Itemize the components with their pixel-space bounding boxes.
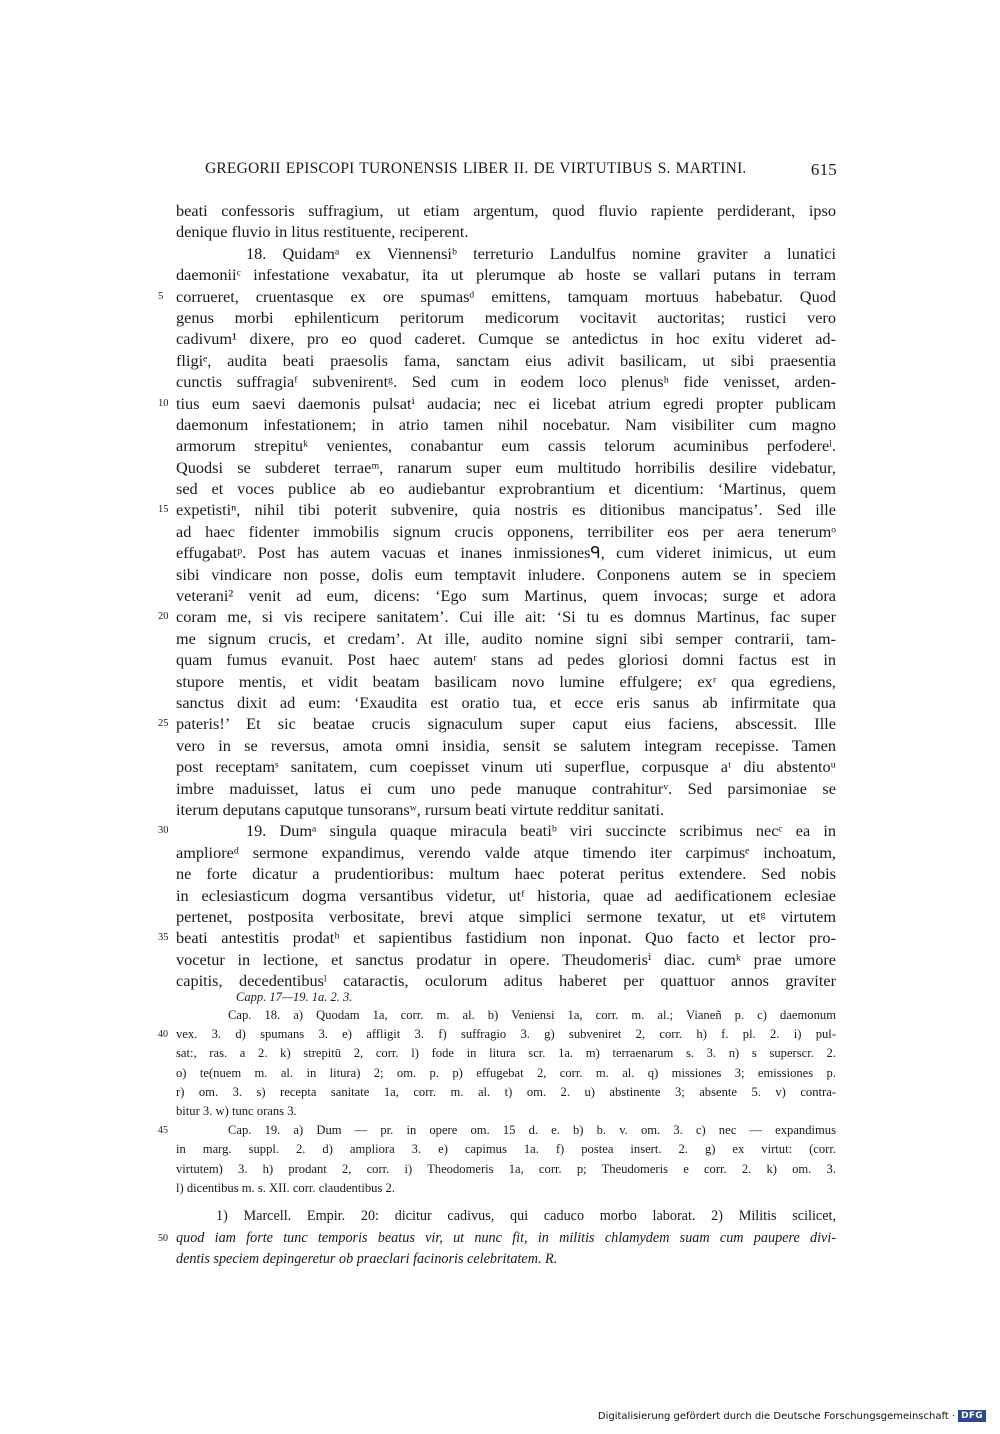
text-line-text: fligiᵉ, audita beati praesolis fama, sanctam eius adivit basilicam, ut sibi praesentia: [176, 350, 836, 370]
text-line: [176, 521, 836, 542]
apparatus-line: [176, 1140, 836, 1159]
apparatus-line-text: Cap. 19. a) Dum — pr. in opere om. 15 d. e. b) b. v. om. 3. c) nec — expandimus: [228, 1123, 836, 1138]
text-line: [176, 200, 836, 221]
text-line-text: sed et voces publice ab eo audiebantur exprobrantium et dicentium: ‘Martinus, quem: [176, 479, 836, 499]
credit-text: Digitalisierung gefördert durch die Deutsche Forschungsgemeinschaft ·: [597, 1410, 956, 1422]
text-line-text: capitis, decedentibusˡ cataractis, oculorum aditus haberet per quattuor annos graviter: [176, 971, 836, 991]
text-line: [176, 735, 836, 756]
text-line-text: me signum crucis, et credam’. At ille, audito nomine signi sibi semper contrarii, tam-: [176, 628, 836, 648]
text-line-text: daemoniiᶜ infestatione vexabatur, ita ut plerumque ab hoste se vallari putans in terram: [176, 265, 836, 285]
text-line: [176, 307, 836, 328]
page-number: 615: [810, 160, 837, 179]
text-line-text: 19. Dumᵃ singula quaque miracula beatiᵇ viri succincte scribimus necᶜ ea in: [246, 821, 836, 841]
line-number: 40: [158, 1029, 168, 1041]
text-line-text: armorum strepituᵏ venientes, conabantur eum cassis telorum acuminibus perfodereˡ.: [176, 436, 836, 456]
footnote-line-text: quod iam forte tunc temporis beatus vir, ut nunc fit, in militis chlamydem suam cum paupere divi-: [176, 1229, 836, 1246]
text-line-text: vero in se reversus, amota omni insidia, sensit se salutem integram recepisse. Tamen: [176, 735, 836, 755]
text-line: [158, 286, 836, 307]
text-line: [176, 842, 836, 863]
line-number: 15: [158, 504, 169, 516]
apparatus-line-text: o) te(nuem m. al. in litura) 2; om. p. p) effugebat 2, corr. m. al. q) missiones 3; emissiones p.: [176, 1065, 836, 1080]
footnote-line: [176, 1249, 836, 1271]
text-line: [158, 499, 836, 520]
text-line: [176, 585, 836, 606]
apparatus-line: [176, 1160, 836, 1179]
text-line-text: tius eum saevi daemonis pulsatⁱ audacia; nec ei licebat atrium egredi propter publicam: [176, 393, 836, 413]
text-line-text: expetistiⁿ, nihil tibi poterit subvenire, quia nostris es ditionibus mancipatus’. Sed ille: [176, 500, 836, 520]
text-line: [176, 371, 836, 392]
text-line: [176, 949, 836, 970]
dfg-logo: DFG: [958, 1410, 986, 1422]
text-line-text: genus morbi ephilenticum peritorum medicorum vocitavit auctoritas; rustici vero: [176, 307, 836, 327]
apparatus-line: [158, 1025, 836, 1044]
text-line-text: cadivum¹ dixere, pro eo quod caderet. Cumque se antedictus in hoc exitu videret ad-: [176, 329, 836, 349]
text-line: [176, 264, 836, 285]
apparatus-line: [176, 1006, 836, 1025]
text-line-text: 18. Quidamᵃ ex Viennensiᵇ terreturio Landulfus nomine graviter a lunatici: [246, 243, 836, 263]
line-number: 30: [158, 825, 169, 837]
text-line: [176, 478, 836, 499]
apparatus-line-text: bitur 3. w) tunc orans 3.: [176, 1103, 297, 1118]
line-number: 10: [158, 397, 169, 409]
text-line: [176, 564, 836, 585]
main-text: [158, 200, 836, 991]
text-line: [176, 649, 836, 670]
apparatus-line: [176, 1044, 836, 1063]
footnote-line: [158, 1228, 836, 1250]
apparatus-line-text: virtutem) 3. h) prodant 2, corr. i) Theodomeris 1a, corr. p; Theudomeris e corr. 2. k) om. 3.: [176, 1161, 836, 1176]
text-line-text: stupore mentis, et vidit beatam basilicam novo lumine effulgere; exʳ qua egrediens,: [176, 671, 836, 691]
apparatus-line: [176, 1102, 836, 1121]
critical-apparatus: [158, 1006, 836, 1198]
footnotes: [158, 1206, 836, 1271]
text-line-text: quam fumus evanuit. Post haec autemʳ stans ad pedes gloriosi domni factus est in: [176, 650, 836, 670]
text-line: [176, 671, 836, 692]
text-line: [176, 328, 836, 349]
text-line-text: denique fluvio in litus restituente, reciperent.: [176, 222, 469, 242]
text-line-text: ne forte dicatur a prudentioribus: multum haec poterat peritus extendere. Sed nobis: [176, 864, 836, 884]
text-line-text: sanctus dixit ad eum: ‘Exaudita est oratio tua, et ecce eris sanus ab infirmitate qua: [176, 692, 836, 712]
apparatus-line-text: Cap. 18. a) Quodam 1a, corr. m. al. b) Veniensi 1a, corr. m. al.; Vianeñ p. c) daemonum: [228, 1008, 836, 1022]
footnote-line-text: dentis speciem depingeretur ob praeclari facinoris celebritatem. R.: [176, 1251, 558, 1267]
text-line: [176, 414, 836, 435]
text-line-text: pertenet, postposita verbositate, brevi atque simplici sermone texatur, ut etᵍ virtutem: [176, 906, 836, 926]
text-line-text: ad haec fidenter immobilis signum crucis opponens, terribiliter eos per aera tenerumᵒ: [176, 521, 836, 541]
text-line-text: beati confessoris suffragium, ut etiam argentum, quod fluvio rapiente perdiderant, ipso: [176, 201, 836, 220]
apparatus-line-text: in marg. suppl. 2. d) ampliora 3. e) capimus 1a. f) postea insert. 2. g) ex virtut: (corr.: [176, 1142, 836, 1157]
text-line: [176, 243, 836, 264]
text-line: [158, 393, 836, 414]
text-line: [176, 628, 836, 649]
apparatus-line-text: r) om. 3. s) recepta sanitate 1a, corr. m. al. t) om. 2. u) abstinente 3; absente 5. v) contra-: [176, 1084, 836, 1099]
text-line-text: pateris!’ Et sic beatae crucis signaculum super caput eius faciens, abscessit. Ille: [176, 714, 836, 734]
text-line: [176, 885, 836, 906]
text-line-text: post receptamˢ sanitatem, cum coepisset vinum uti superflue, corpusque aᵗ diu abstentoᵘ: [176, 757, 836, 777]
line-number: 25: [158, 718, 169, 730]
text-line: [176, 350, 836, 371]
apparatus-line-text: l) dicentibus m. s. XII. corr. claudentibus 2.: [176, 1180, 395, 1195]
footnote-line-text: 1) Marcell. Empir. 20: dicitur cadivus, qui caduco morbo laborat. 2) Militis scilicet,: [216, 1208, 836, 1224]
text-line-text: sibi vindicare non posse, dolis eum temptavit inludere. Conponens autem se in speciem: [176, 564, 836, 584]
text-line-text: coram me, si vis recipere sanitatem’. Cui ille ait: ‘Si tu es domnus Martinus, fac super: [176, 607, 836, 627]
text-line: [176, 756, 836, 777]
footnote-line: [176, 1206, 836, 1228]
apparatus-line: [158, 1121, 836, 1140]
text-line-text: effugabatᵖ. Post has autem vacuas et inanes inmissionesᑫ, cum videret inimicus, ut eum: [176, 543, 836, 563]
text-line: [176, 435, 836, 456]
text-line-text: amplioreᵈ sermone expandimus, verendo valde atque timendo iter carpimusᵉ inchoatum,: [176, 842, 836, 862]
line-number: 35: [158, 932, 169, 944]
text-line: [176, 692, 836, 713]
text-line: [176, 221, 836, 242]
text-line-text: in eclesiasticum dogma versantibus videtur, utᶠ historia, quae ad aedificationem eclesiae: [176, 885, 836, 905]
text-line-text: cunctis suffragiaᶠ subvenirentᵍ. Sed cum in eodem loco plenusʰ fide venisset, arden-: [176, 372, 836, 392]
text-line: [176, 457, 836, 478]
apparatus-line-text: sat:, ras. a 2. k) strepitū 2, corr. l) fode in litura scr. 1a. m) terraenarum s. 3. n) s superscr. 2.: [176, 1046, 836, 1061]
apparatus-line-text: vex. 3. d) spumans 3. e) affligit 3. f) suffragio 3. g) subveniret 2, corr. h) f. pl. 2. i) pul-: [176, 1027, 836, 1042]
text-line-text: daemonum infestationem; in atrio tamen nihil nocebatur. Nam visibiliter cum magno: [176, 414, 836, 434]
text-line: [158, 606, 836, 627]
text-line: [176, 542, 836, 563]
apparatus-line: [176, 1064, 836, 1083]
line-number: 50: [158, 1232, 168, 1244]
digitization-credit: [598, 1410, 986, 1422]
running-title: GREGORII EPISCOPI TURONENSIS LIBER II. DE VIRTUTIBUS S. MARTINI.: [205, 160, 747, 177]
apparatus-line: [176, 1083, 836, 1102]
text-line: [176, 778, 836, 799]
text-line: [176, 906, 836, 927]
text-line-text: beati antestitis prodatʰ et sapientibus fastidium non inponat. Quo facto et lector pro-: [176, 928, 836, 948]
text-line-text: imbre maduisset, latus ei cum uno pede manuque contrahiturᵛ. Sed parsimoniae se: [176, 778, 836, 798]
running-header: [205, 160, 837, 180]
text-line-text: veterani² venit ad eum, dicens: ‘Ego sum Martinus, quem invocas; surge et adora: [176, 586, 836, 606]
text-line: [158, 927, 836, 948]
text-line: [158, 820, 836, 841]
line-number: 45: [158, 1125, 168, 1137]
text-line-text: iterum deputans caputque tunsoransʷ, rursum beati virtute redditur sanitati.: [176, 799, 665, 819]
text-line: [158, 713, 836, 734]
text-line-text: corrueret, cruentasque ex ore spumasᵈ emittens, tamquam mortuus habebatur. Quod: [176, 286, 836, 306]
text-line-text: vocetur in lectione, et sanctus prodatur in opere. Theudomerisⁱ diac. cumᵏ prae umore: [176, 949, 836, 969]
line-number: 20: [158, 611, 169, 623]
text-line: [176, 863, 836, 884]
text-line: [176, 799, 836, 820]
line-number: 5: [158, 290, 164, 302]
apparatus-line: [176, 1179, 836, 1198]
text-line-text: Quodsi se subderet terraeᵐ, ranarum super eum multitudo horribilis desilire videbatur,: [176, 457, 836, 477]
chapter-apparatus-heading: Capp. 17—19. 1a. 2. 3.: [236, 990, 353, 1004]
